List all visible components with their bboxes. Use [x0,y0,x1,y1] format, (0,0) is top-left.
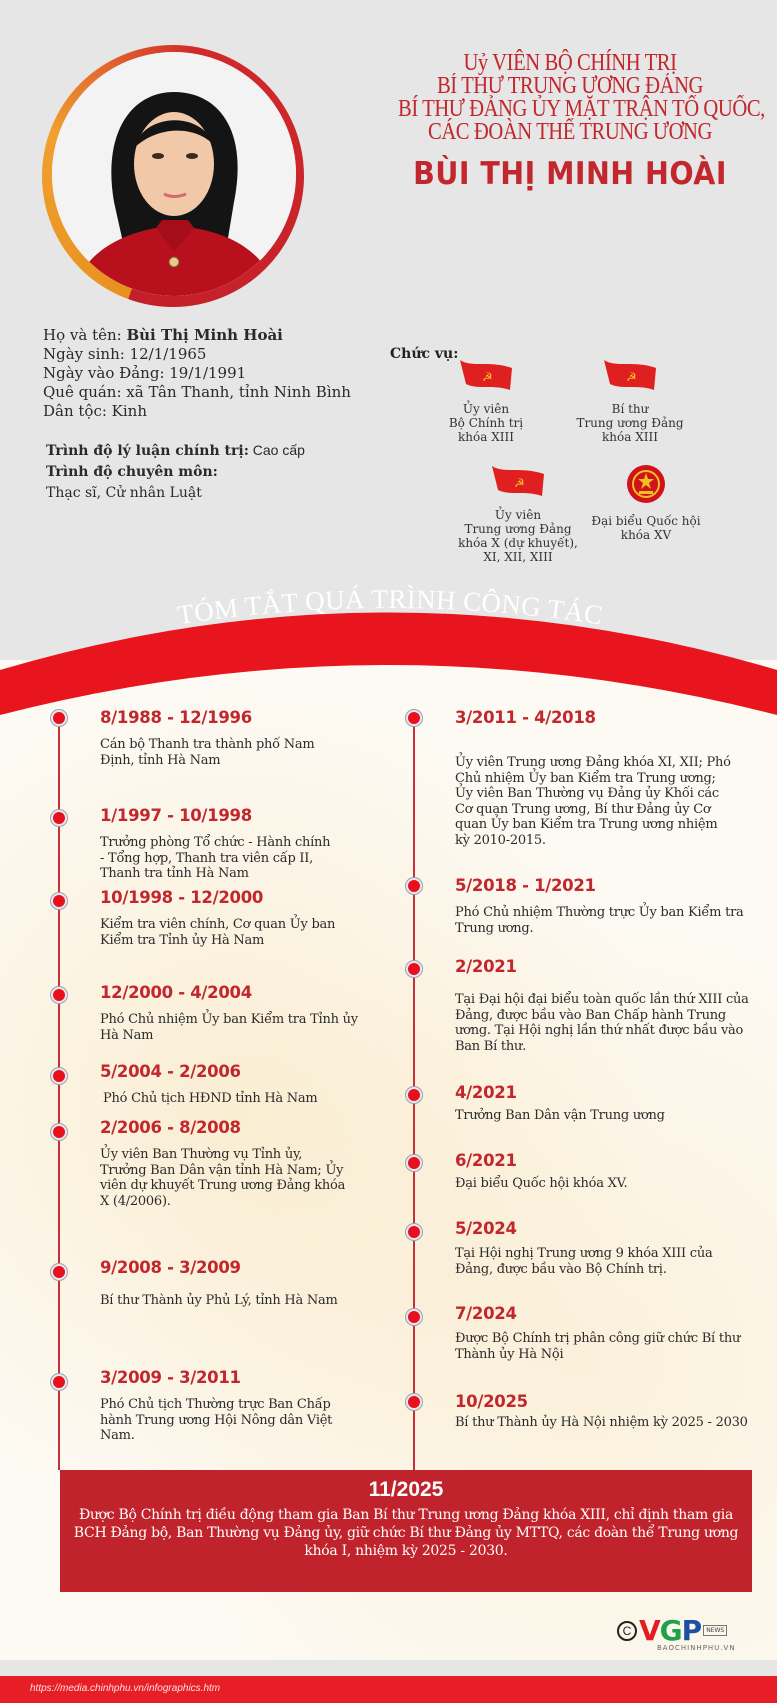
timeline-item [455,1304,775,1362]
timeline-desc: Trưởng phòng Tổ chức - Hành chính - Tổng hợp, Thanh tra viên cấp II, Thanh tra tỉnh Hà Nam [100,835,331,881]
role-line: khóa X (dự khuyết), [458,536,578,550]
title-line-3: BÍ THƯ ĐẢNG ỦY MẶT TRẬN TỔ QUỐC, [398,96,765,122]
timeline-date: 9/2008 - 3/2009 [100,1258,241,1277]
timeline-item [455,1392,775,1431]
timeline-item [455,1219,775,1277]
role-secretariat [560,358,700,444]
timeline-date: 3/2011 - 4/2018 [455,708,596,727]
timeline-date: 5/2024 [455,1219,517,1238]
timeline-dot [51,1068,67,1084]
bio-hometown: Quê quán: xã Tân Thanh, tỉnh Ninh Bình [43,383,351,401]
political-theory-label: Trình độ lý luận chính trị: [46,443,249,459]
timeline-date: 3/2009 - 3/2011 [100,1368,241,1387]
svg-text:☭: ☭ [626,370,637,384]
timeline-desc: Bí thư Thành ủy Hà Nội nhiệm kỳ 2025 - 2030 [455,1415,748,1430]
timeline-date: 5/2018 - 1/2021 [455,876,596,895]
full-name-value: Bùi Thị Minh Hoài [126,326,283,344]
timeline-dot [51,710,67,726]
timeline-desc: Tại Đại hội đại biểu toàn quốc lần thứ XIII của Đảng, được bầu vào Ban Chấp hành Trung ương. Tại Hội nghị lần thứ nhất được bầu vào Ban Bí thư. [455,992,749,1054]
timeline-dot [406,1309,422,1325]
timeline-item [455,708,775,848]
timeline-item [100,983,420,1043]
role-national-assembly [576,464,716,542]
person-name: BÙI THỊ MINH HOÀI [413,156,727,192]
political-theory [46,440,305,462]
timeline-desc: Trưởng Ban Dân vận Trung ương [455,1108,665,1123]
role-line: Trung ương Đảng [576,416,684,430]
expertise-label [46,462,305,483]
banner-title: TÓM TẮT QUÁ TRÌNH CÔNG TÁC [175,583,605,631]
timeline-date: 2/2021 [455,957,517,976]
timeline-date: 7/2024 [455,1304,517,1323]
timeline-desc: Phó Chủ tịch Thường trực Ban Chấp hành Trung ương Hội Nông dân Việt Nam. [100,1397,333,1443]
role-politburo [416,358,556,444]
timeline-dot [406,961,422,977]
expertise-value: Thạc sĩ, Cử nhân Luật [46,485,202,501]
timeline-dot [51,1264,67,1280]
portrait-photo [52,52,296,296]
timeline-dot [406,1394,422,1410]
final-date: 11/2025 [368,1478,444,1501]
portrait-illustration [52,52,296,296]
logo-site: BAOCHINHPHU.VN [657,1644,736,1652]
timeline-date: 4/2021 [455,1083,517,1102]
timeline-date: 12/2000 - 4/2004 [100,983,252,1002]
timeline-date: 6/2021 [455,1151,517,1170]
banner-arc [0,575,777,715]
timeline-dot [406,710,422,726]
timeline-item [100,888,420,948]
national-emblem-icon [626,464,666,504]
title-line-4: CÁC ĐOÀN THỂ TRUNG ƯƠNG [427,119,713,145]
timeline-date: 2/2006 - 8/2008 [100,1118,241,1137]
title-block [370,52,770,192]
timeline-date: 10/1998 - 12/2000 [100,888,264,907]
role-line: Ủy viên [462,402,510,416]
timeline-desc: Phó Chủ nhiệm Thường trực Ủy ban Kiểm tra Trung ương. [455,905,744,936]
timeline-dot [406,1087,422,1103]
timeline-desc: Ủy viên Ban Thường vụ Tỉnh ủy, Trưởng Ban Dân vận tỉnh Hà Nam; Ủy viên dự khuyết Trung ương Đảng khóa X (4/2006). [100,1147,346,1209]
timeline-desc: Được Bộ Chính trị phân công giữ chức Bí thư Thành ủy Hà Nội [455,1331,741,1362]
timeline-desc: Cán bộ Thanh tra thành phố Nam Định, tỉnh Hà Nam [100,737,315,768]
vgp-logo [617,1614,767,1662]
party-flag-icon [602,358,658,392]
role-line: XI, XII, XIII [483,550,553,564]
logo-letter-p: P [681,1614,702,1647]
timeline-dot [51,1374,67,1390]
role-line: khóa XV [620,528,672,542]
role-line: khóa XIII [458,430,514,444]
logo-letter-g: G [659,1614,682,1647]
final-highlight-box [60,1470,752,1592]
role-line: Bộ Chính trị [448,416,524,430]
timeline-item [100,1258,420,1309]
timeline-desc: Tại Hội nghị Trung ương 9 khóa XIII của Đảng, được bầu vào Bộ Chính trị. [455,1246,713,1277]
bio-ethnicity: Dân tộc: Kinh [43,402,148,420]
timeline-dot [51,1124,67,1140]
bio-dob: Ngày sinh: 12/1/1965 [43,345,207,363]
bio-full-name [43,326,351,345]
timeline-date: 8/1988 - 12/1996 [100,708,252,727]
timeline-desc: Kiểm tra viên chính, Cơ quan Ủy ban Kiểm tra Tỉnh ủy Hà Nam [100,917,336,948]
timeline-item [100,1118,420,1209]
timeline-item [100,1368,420,1444]
timeline-desc: Đại biểu Quốc hội khóa XV. [455,1176,628,1191]
timeline-item [100,1062,420,1107]
svg-text:☭: ☭ [514,476,525,490]
timeline-line-left [58,718,60,1470]
timeline-item [455,876,775,936]
footer-url-link[interactable]: https://media.chinhphu.vn/infographics.htm [30,1683,221,1694]
roles-label: Chức vụ: [390,346,459,362]
timeline-dot [51,810,67,826]
political-theory-value: Cao cấp [248,442,305,458]
timeline-date: 1/1997 - 10/1998 [100,806,252,825]
timeline-dot [51,987,67,1003]
timeline-desc: Ủy viên Trung ương Đảng khóa XI, XII; Phó Chủ nhiệm Ủy ban Kiểm tra Trung ương; Ủy viên Ban Thường vụ Đảng ủy Khối các Cơ quan Trung ương, Bí thư Đảng ủy Cơ quan Ủy ban Kiểm tra Trung ương nhiệm kỳ 2010-2015. [455,755,731,848]
final-desc: Được Bộ Chính trị điều động tham gia Ban Bí thư Trung ương Đảng khóa XIII, chỉ định tham gia BCH Đảng bộ, Ban Thường vụ Đảng ủy, giữ chức Bí thư Đảng ủy MTTQ, các đoàn thể Trung ương khóa I, nhiệm kỳ 2025 - 2030. [73,1507,739,1559]
timeline-item [100,806,420,882]
copyright-icon: C [617,1621,637,1641]
svg-text:☭: ☭ [482,370,493,384]
party-flag-icon [490,464,546,498]
timeline-dot [51,893,67,909]
logo-letter-v: V [639,1614,660,1647]
expertise-label-text: Trình độ chuyên môn: [46,464,218,480]
role-line: Bí thư [611,402,649,416]
timeline-desc: Phó Chủ nhiệm Ủy ban Kiểm tra Tỉnh ủy Hà Nam [100,1012,358,1043]
role-central-committee [448,464,588,564]
news-badge: NEWS [703,1625,727,1636]
role-line: Ủy viên [494,508,542,522]
title-line-1: Uỷ VIÊN BỘ CHÍNH TRỊ [463,50,677,76]
title-line-2: BÍ THƯ TRUNG ƯƠNG ĐẢNG [436,73,704,99]
role-line: Trung ương Đảng [464,522,572,536]
timeline-item [455,1083,775,1124]
timeline-dot [406,1224,422,1240]
timeline-item [100,708,420,768]
role-line: khóa XIII [602,430,658,444]
timeline-date: 5/2004 - 2/2006 [100,1062,241,1081]
timeline-dot [406,1155,422,1171]
timeline-date: 10/2025 [455,1392,528,1411]
timeline-dot [406,878,422,894]
timeline-item [455,1151,775,1192]
bio-party-join: Ngày vào Đảng: 19/1/1991 [43,364,247,382]
timeline-desc: Phó Chủ tịch HĐND tỉnh Hà Nam [103,1091,318,1106]
party-flag-icon [458,358,514,392]
full-name-label: Họ và tên: [43,326,127,344]
timeline-item [455,957,775,1054]
section-banner [0,575,777,715]
role-line: Đại biểu Quốc hội [591,514,701,528]
education-block [46,440,305,504]
bio-block [43,326,351,421]
timeline-desc: Bí thư Thành ủy Phủ Lý, tỉnh Hà Nam [100,1293,338,1308]
